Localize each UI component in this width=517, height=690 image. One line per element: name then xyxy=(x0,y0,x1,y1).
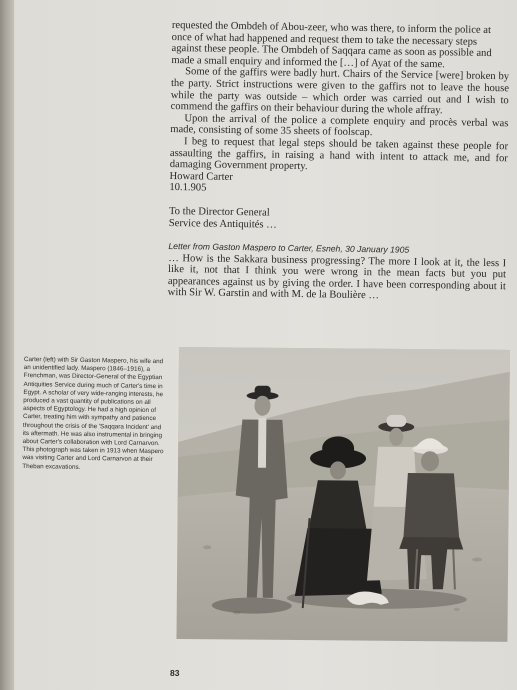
letter-line: made a small enquiry and informed the […] of Ayat of the same. xyxy=(171,54,445,71)
signature-date: 10.1.905 xyxy=(169,182,207,194)
letter-body xyxy=(168,20,510,304)
facing-page-gutter xyxy=(0,0,14,690)
addressee-line: Service des Antiquités … xyxy=(168,217,277,231)
signature-name: Howard Carter xyxy=(169,170,233,183)
section-heading: Letter from Gaston Maspero to Carter, Esneh, 30 January 1905 xyxy=(168,241,410,255)
letter-line: once of what had happened and request them to take the necessary steps xyxy=(171,31,478,48)
photo-caption xyxy=(22,356,169,473)
letter-paragraph: Upon the arrival of the police a complete enquiry and procès verbal was made, consisting of some 35 sheets of foolscap. xyxy=(170,112,509,139)
maspero-letter-text: … How is the Sakkara business progressing? The more I look at it, the less I like it, not that I think you were wrong in the mean facts but you put appearances against us by giving the order. I have been corresponding about it with Sir W. Garstin and with M. de la Boulière … xyxy=(167,252,507,302)
caption-text: Carter (left) with Sir Gaston Maspero, his wife and an unidentified lady. Maspero (1846–1916), a Frenchman, was Director-General of the Egyptian Antiquities Service during much of Carter's time in Egypt. A scholar of very wide-ranging interests, he produced a vast quantity of publications on all aspects of Egyptology. He had a high opinion of Carter, treating him with sympathy and patience throughout the crisis of the 'Saqqara Incident' and its aftermath. He was also instrumental in bringing about Carter's collaboration with Lord Carnarvon. This photograph was taken in 1913 when Maspero was visiting Carter and Lord Carnarvon at their Theban excavations. xyxy=(22,356,164,471)
letter-paragraph: I beg to request that legal steps should be taken against these people for assaulting the gaffirs, in raising a hand with intent to attack me, and for damaging Government property. xyxy=(169,136,509,173)
historical-photograph xyxy=(176,347,510,642)
addressee-line: To the Director General xyxy=(168,205,270,219)
letter-line: requested the Ombdeh of Abou-zeer, who was there, to inform the police at xyxy=(171,20,492,37)
page-number: 83 xyxy=(170,668,180,678)
letter-paragraph: Some of the gaffirs were badly hurt. Chairs of the Service [were] broken by the party. Strict instructions were given to the gaffirs not to leave the house while the party was outside – which order was carried out and I wish to commend the gaffirs on their behaviour during the whole affray. xyxy=(170,66,510,117)
photograph-of-four-people-in-desert xyxy=(176,347,510,642)
letter-line: against these people. The Ombdeh of Saqqara came as soon as possible and xyxy=(171,43,492,60)
